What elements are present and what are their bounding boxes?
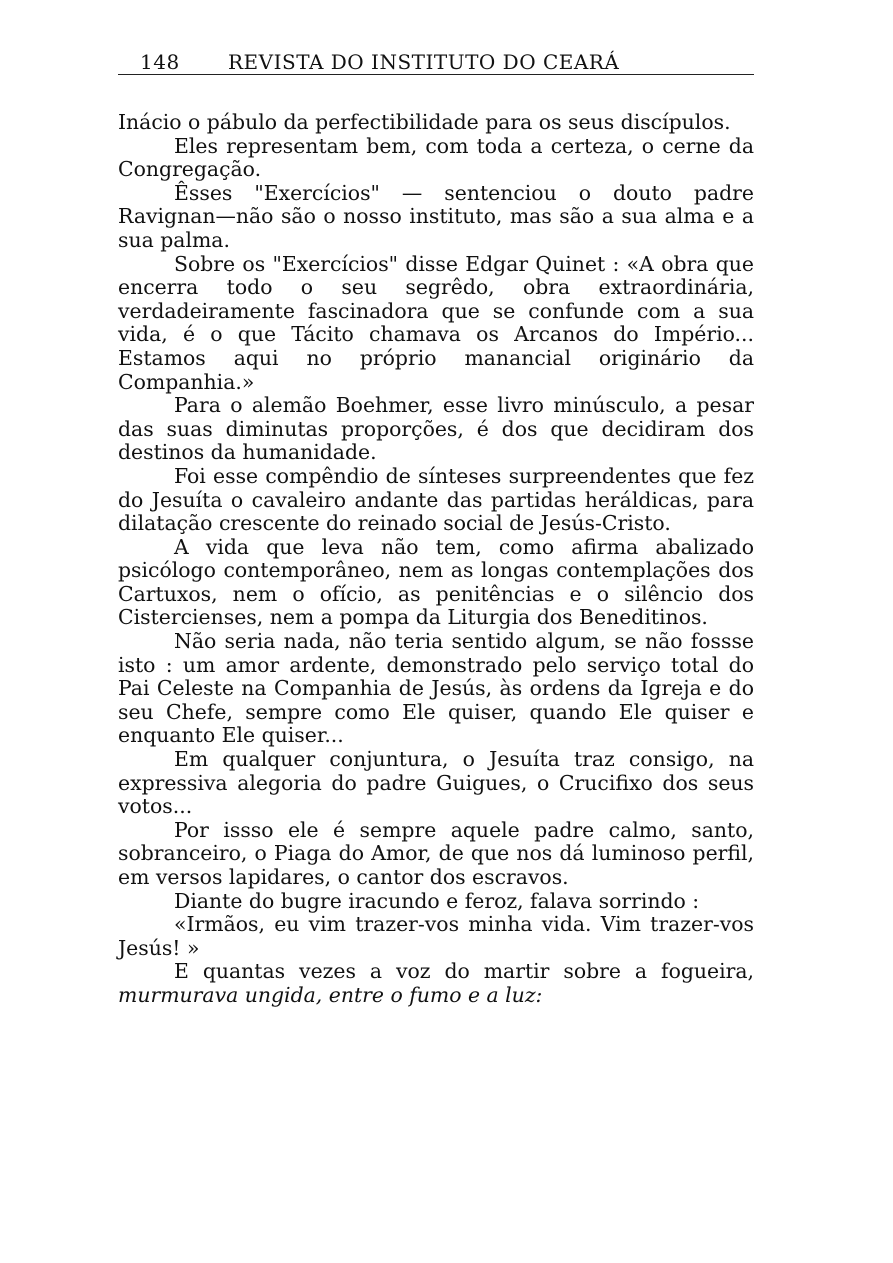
- paragraph: Inácio o pábulo da perfectibilidade para os seus discípulos.: [118, 110, 731, 134]
- paragraph: A vida que leva não tem, como afirma abalizado psicólogo contemporâneo, nem as longas contemplações dos Cartuxos, nem o ofício, as penitências e o silêncio dos Cistercienses, nem a pompa da Liturgia dos Beneditinos.: [118, 534, 754, 630]
- paragraph: Êsses "Exercícios" — sentenciou o douto padre Ravignan—não são o nosso instituto, mas são a sua alma e a sua palma.: [118, 180, 754, 252]
- paragraph-text: E quantas vezes a voz do martir sobre a fogueira,: [174, 959, 754, 984]
- paragraph-last: [118, 960, 754, 1007]
- running-title: REVISTA DO INSTITUTO DO CEARÁ: [228, 50, 620, 74]
- book-page: [118, 44, 754, 1008]
- paragraph: Sobre os "Exercícios" disse Edgar Quinet : «A obra que encerra todo o seu segrêdo, obra extraordinária, verdadeiramente fascinadora que se confunde com a sua vida, é o que Tácito chamava os Arcanos do Império... Estamos aqui no próprio manancial originário da Companhia.»: [118, 251, 754, 394]
- paragraph: Foi esse compêndio de sínteses surpreendentes que fez do Jesuíta o cavaleiro andante das partidas heráldicas, para dilatação crescente do reinado social de Jesús-Cristo.: [118, 463, 754, 536]
- page-number: 148: [140, 50, 180, 74]
- page-header: [118, 44, 754, 75]
- body-text: [118, 111, 754, 1008]
- italic-text: murmurava ungida, entre o fumo e a luz:: [118, 982, 543, 1007]
- paragraph: Por issso ele é sempre aquele padre calmo, santo, sobranceiro, o Piaga do Amor, de que nos dá luminoso perfil, em versos lapidares, o cantor dos escravos.: [118, 817, 754, 889]
- paragraph: Eles representam bem, com toda a certeza, o cerne da Congregação.: [118, 133, 754, 182]
- paragraph: «Irmãos, eu vim trazer-vos minha vida. Vim trazer-vos Jesús! »: [118, 912, 754, 960]
- paragraph: Não seria nada, não teria sentido algum, se não fossse isto : um amor ardente, demonstrado pelo serviço total do Pai Celeste na Companhia de Jesús, às ordens da Igreja e do seu Chefe, sempre como Ele quiser, quando Ele quiser e enquanto Ele quiser...: [118, 629, 754, 748]
- paragraph: Para o alemão Boehmer, esse livro minúsculo, a pesar das suas diminutas proporções, é dos que decidiram dos destinos da humanidade.: [118, 393, 754, 465]
- paragraph: Em qualquer conjuntura, o Jesuíta traz consigo, na expressiva alegoria do padre Guigues, o Crucifixo dos seus votos...: [118, 747, 754, 819]
- paragraph: Diante do bugre iracundo e feroz, falava sorrindo :: [174, 888, 700, 913]
